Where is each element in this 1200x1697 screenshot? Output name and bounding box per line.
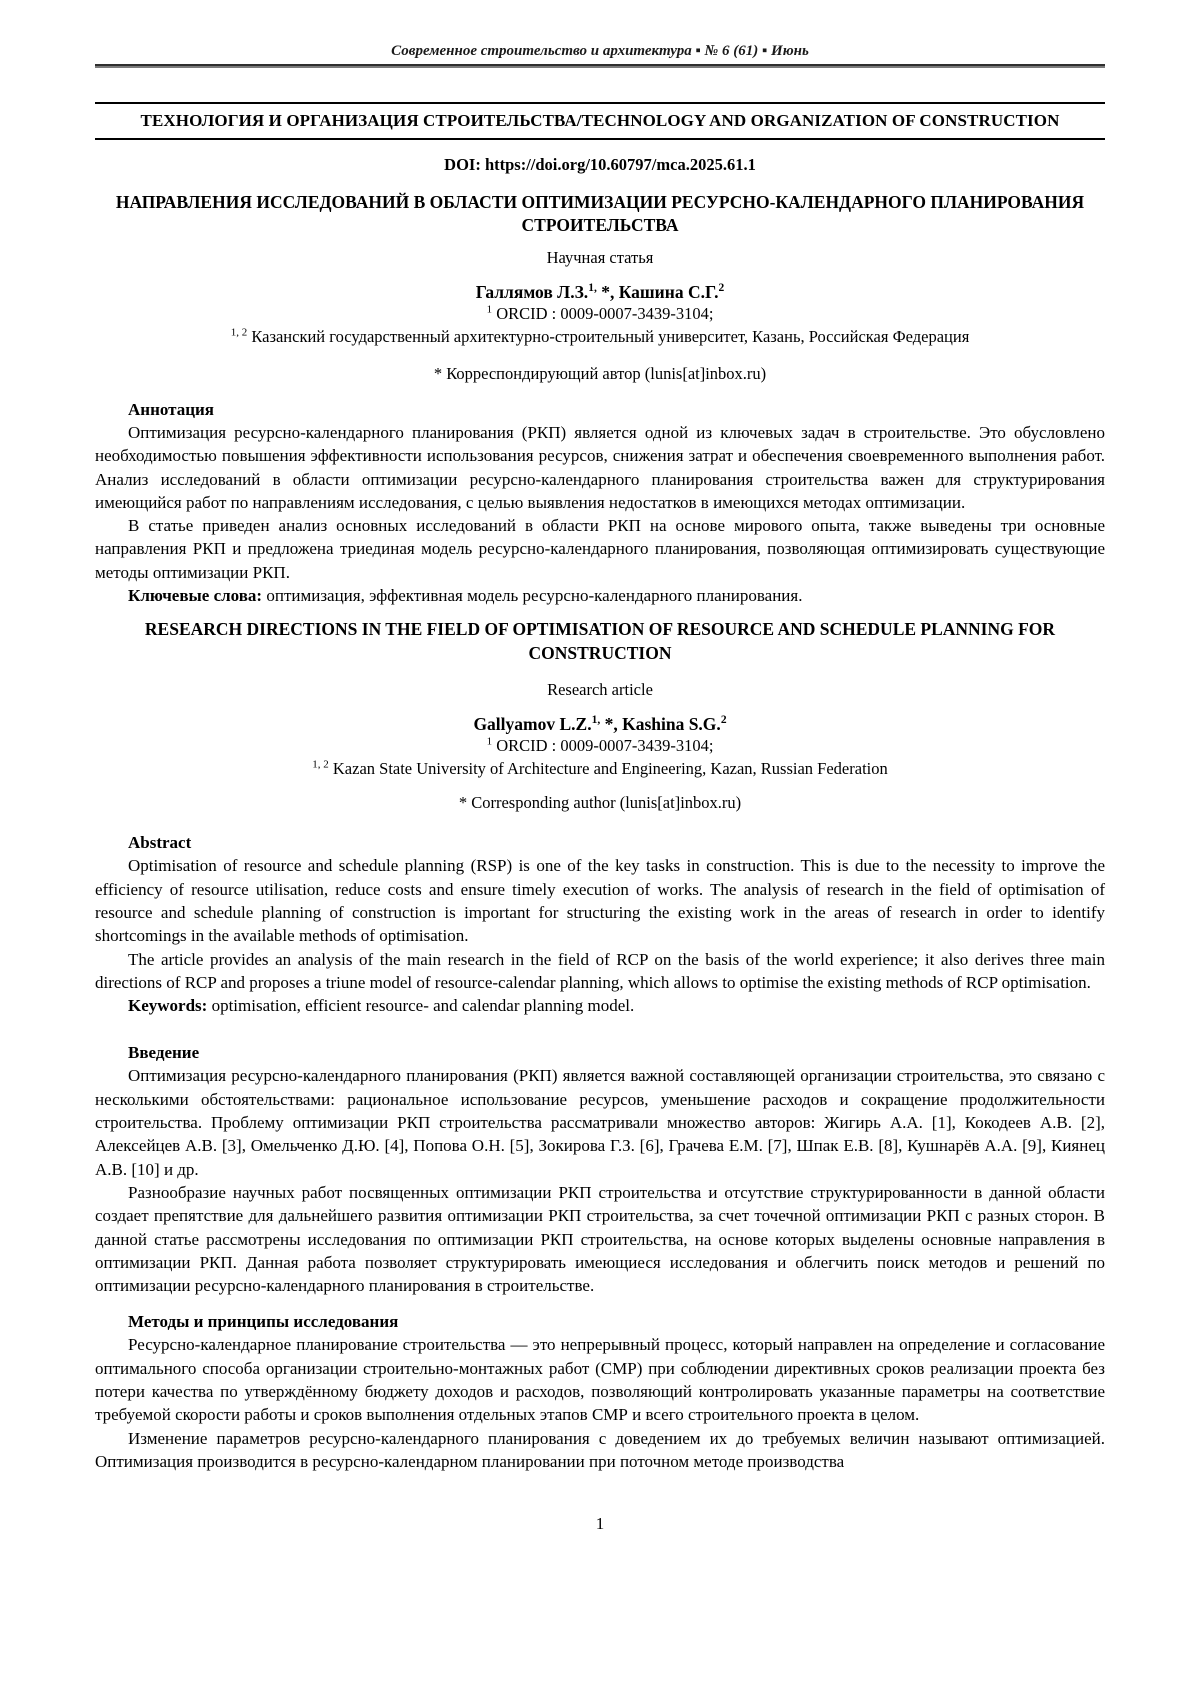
affiliation-superscript-en: 1, 2 xyxy=(312,758,329,771)
abstract-paragraph-ru: Оптимизация ресурсно-календарного планирования (РКП) является одной из ключевых задач в строительстве. Это обусловлено необходимостью повышения эффективности использования ресурсов, снижения затрат и обеспечения своевременного выполнения работ. Анализ исследований в области оптимизации ресурсно-календарного планирования строительства важен для структурирования имеющийся работ по направлениям исследования, с целью выявления недостатков в имеющихся методах оптимизации. xyxy=(95,423,1105,512)
affiliation-superscript-ru: 1, 2 xyxy=(230,326,248,339)
orcid-superscript-ru: 1 xyxy=(486,303,493,316)
orcid-superscript-en: 1 xyxy=(486,735,493,748)
author-1-superscript-en: 1, xyxy=(591,714,601,727)
author-1-superscript-ru: 1, xyxy=(588,282,597,295)
authors-separator-ru: *, xyxy=(596,282,619,302)
author-2-name-en: Kashina S.G. xyxy=(622,714,721,735)
article-title-en: RESEARCH DIRECTIONS IN THE FIELD OF OPTIMISATION OF RESOURCE AND SCHEDULE PLANNING FOR CONSTRUCTION xyxy=(144,619,1056,664)
article-title-ru: НАПРАВЛЕНИЯ ИССЛЕДОВАНИЙ В ОБЛАСТИ ОПТИМИЗАЦИИ РЕСУРСНО-КАЛЕНДАРНОГО ПЛАНИРОВАНИЯ СТРОИТЕЛЬСТВА xyxy=(115,192,1085,235)
header-rule xyxy=(95,64,1105,68)
keywords-label-en: Keywords: xyxy=(128,996,208,1016)
affiliation-line-en xyxy=(95,757,1105,780)
article-type-ru: Научная статья xyxy=(546,248,654,267)
introduction-paragraph: Разнообразие научных работ посвященных оптимизации РКП строительства и отсутствие структурированности в данной области создает препятствие для дальнейшего развития оптимизации РКП строительства, за счет точечной оптимизации РКП с разных сторон. В данной статье рассмотрены исследования по оптимизации РКП строительства, на основе которых выделены основные направления в оптимизации РКП. Данная работа позволяет структурировать имеющиеся исследования и облегчить поиск методов и решений по оптимизации ресурсно-календарного планирования в строительстве. xyxy=(95,1182,1105,1296)
orcid-line-en xyxy=(95,735,1105,757)
abstract-heading-ru: Аннотация xyxy=(128,400,214,419)
author-2-superscript-en: 2 xyxy=(720,714,727,727)
page-number: 1 xyxy=(595,1514,605,1534)
keywords-label-ru: Ключевые слова: xyxy=(128,586,263,606)
abstract-paragraph-en: The article provides an analysis of the main research in the field of RCP on the basis of the world experience; it also derives three main directions of RCP and proposes a triune model of resource-calendar planning, which allows to optimise the existing methods of RCP optimisation. xyxy=(95,949,1105,992)
keywords-text-en: optimisation, efficient resource- and calendar planning model. xyxy=(207,996,635,1016)
keywords-text-ru: оптимизация, эффективная модель ресурсно-календарного планирования. xyxy=(262,586,803,606)
journal-header: Современное строительство и архитектура ▪ № 6 (61) ▪ Июнь xyxy=(391,43,809,59)
author-1-name-ru: Галлямов Л.З. xyxy=(475,282,589,302)
introduction-paragraph: Оптимизация ресурсно-календарного планирования (РКП) является важной составляющей организации строительства, это связано с несколькими обстоятельствами: рациональное использование ресурсов, уменьшение расходов и сокращение продолжительности строительства. Проблему оптимизации РКП строительства рассматривали множество авторов: Жигирь А.А. [1], Кокодеев А.В. [2], Алексейцев А.В. [3], Омельченко Д.Ю. [4], Попова О.Н. [5], Зокирова Г.З. [6], Грачева Е.М. [7], Шпак Е.В. [8], Кушнарёв А.А. [9], Киянец А.В. [10] и др. xyxy=(95,1066,1105,1179)
methods-heading: Методы и принципы исследования xyxy=(128,1312,399,1332)
affiliation-line-ru xyxy=(95,325,1105,348)
affiliation-text-en: Kazan State University of Architecture and Engineering, Kazan, Russian Federation xyxy=(328,759,888,779)
keywords-line-en xyxy=(95,994,1105,1017)
authors-separator-en: *, xyxy=(600,714,623,735)
affiliation-text-ru: Казанский государственный архитектурно-строительный университет, Казань, Российская Федерация xyxy=(247,327,970,346)
orcid-text-en: ORCID : 0009-0007-3439-3104; xyxy=(492,736,714,756)
abstract-paragraph-ru: В статье приведен анализ основных исследований в области РКП на основе мирового опыта, также выведены три основные направления РКП и предложена триединая модель ресурсно-календарного планирования, позволяющая оптимизировать существующие методы оптимизации РКП. xyxy=(95,516,1105,582)
introduction-heading: Введение xyxy=(128,1043,200,1063)
abstract-heading-en: Abstract xyxy=(128,833,192,853)
author-2-name-ru: Кашина С.Г. xyxy=(618,282,719,302)
orcid-text-ru: ORCID : 0009-0007-3439-3104; xyxy=(492,304,714,323)
authors-line-ru xyxy=(95,281,1105,303)
author-1-name-en: Gallyamov L.Z. xyxy=(473,714,592,735)
corresponding-author-ru: * Корреспондирующий автор (lunis[at]inbox.ru) xyxy=(433,364,767,383)
doi-line: DOI: https://doi.org/10.60797/mca.2025.61.1 xyxy=(444,155,756,174)
corresponding-author-en: * Corresponding author (lunis[at]inbox.ru) xyxy=(458,793,742,813)
methods-paragraph: Ресурсно-календарное планирование строительства — это непрерывный процесс, который направлен на определение и согласование оптимального способа организации строительно-монтажных работ (СМР) при соблюдении директивных сроков реализации проекта без потери качества по утверждённому бюджету доходов и расходов, позволяющий контролировать указанные параметры на соответствие требуемой скорости работы и сроков выполнения отдельных этапов СМР и всего строительного проекта в целом. xyxy=(95,1335,1105,1425)
methods-paragraph: Изменение параметров ресурсно-календарного планирования с доведением их до требуемых величин называют оптимизацией. Оптимизация производится в ресурсно-календарном планировании при поточном методе производства xyxy=(95,1428,1105,1471)
orcid-line-ru xyxy=(95,303,1105,325)
article-type-en: Research article xyxy=(547,680,653,700)
abstract-paragraph-en: Optimisation of resource and schedule planning (RSP) is one of the key tasks in construction. This is due to the necessity to improve the efficiency of resource utilisation, reduce costs and ensure timely execution of works. The analysis of research in the field of optimisation of resource and schedule planning of construction is important for structuring the existing work in the areas of research in order to identify shortcomings in the available methods of optimisation. xyxy=(95,856,1105,946)
keywords-line-ru xyxy=(95,584,1105,607)
author-2-superscript-ru: 2 xyxy=(718,282,725,295)
rubric-heading xyxy=(95,102,1105,140)
authors-line-en xyxy=(95,713,1105,735)
rubric-text: ТЕХНОЛОГИЯ И ОРГАНИЗАЦИЯ СТРОИТЕЛЬСТВА/TECHNOLOGY AND ORGANIZATION OF CONSTRUCTION xyxy=(140,111,1060,130)
